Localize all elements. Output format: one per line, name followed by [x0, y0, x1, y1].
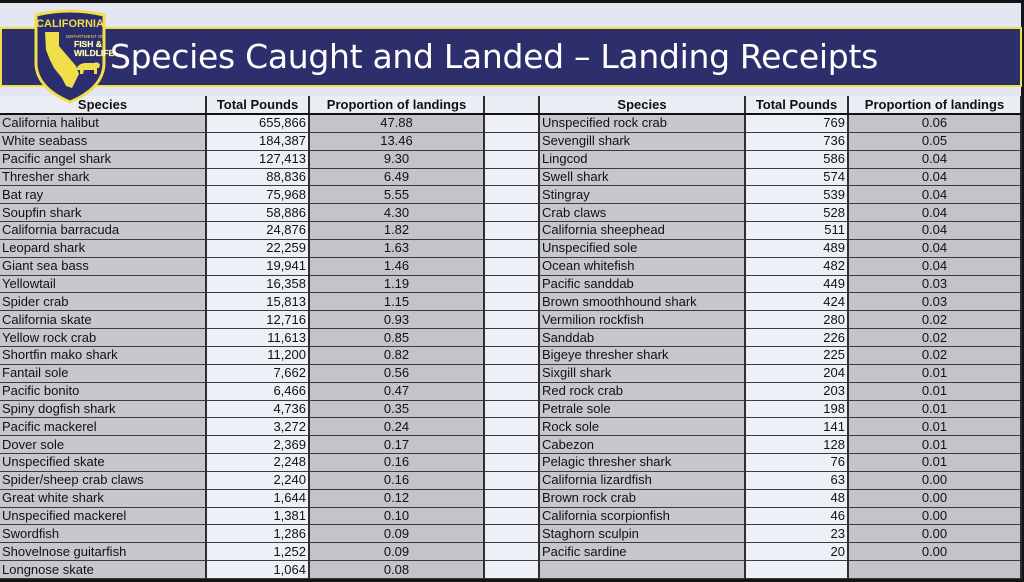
proportion-cell: 0.04	[848, 239, 1021, 257]
spacer-cell	[484, 150, 539, 168]
species-cell: Soupfin shark	[0, 204, 206, 222]
species-cell: California skate	[0, 311, 206, 329]
spacer-cell	[484, 543, 539, 561]
species-cell: Vermilion rockfish	[539, 311, 745, 329]
species-cell: Spider/sheep crab claws	[0, 471, 206, 489]
species-cell: Pacific mackerel	[0, 418, 206, 436]
pounds-cell: 2,248	[206, 454, 309, 472]
species-cell: Giant sea bass	[0, 257, 206, 275]
spacer-cell	[484, 239, 539, 257]
proportion-cell: 0.04	[848, 168, 1021, 186]
table-row	[0, 168, 1021, 186]
proportion-cell: 1.15	[309, 293, 484, 311]
table-row	[0, 436, 1021, 454]
pounds-cell: 7,662	[206, 364, 309, 382]
pounds-cell: 4,736	[206, 400, 309, 418]
proportion-cell: 0.56	[309, 364, 484, 382]
species-cell: Pacific sanddab	[539, 275, 745, 293]
table-row	[0, 257, 1021, 275]
spacer-cell	[484, 257, 539, 275]
species-cell: Lingcod	[539, 150, 745, 168]
proportion-cell: 0.08	[309, 561, 484, 579]
pounds-cell: 539	[745, 186, 848, 204]
pounds-cell: 12,716	[206, 311, 309, 329]
pounds-cell: 1,644	[206, 489, 309, 507]
pounds-cell: 75,968	[206, 186, 309, 204]
pounds-cell: 16,358	[206, 275, 309, 293]
species-cell: Swordfish	[0, 525, 206, 543]
species-cell: Crab claws	[539, 204, 745, 222]
species-cell: Shortfin mako shark	[0, 346, 206, 364]
species-cell: Red rock crab	[539, 382, 745, 400]
species-cell: Leopard shark	[0, 239, 206, 257]
spacer-cell	[484, 489, 539, 507]
pounds-cell: 511	[745, 222, 848, 240]
logo-fish-text: FISH &	[74, 39, 102, 49]
pounds-cell: 204	[745, 364, 848, 382]
header-pounds-left: Total Pounds	[206, 96, 309, 114]
species-cell: Thresher shark	[0, 168, 206, 186]
proportion-cell: 1.63	[309, 239, 484, 257]
proportion-cell: 0.00	[848, 507, 1021, 525]
proportion-cell: 9.30	[309, 150, 484, 168]
proportion-cell: 0.03	[848, 293, 1021, 311]
header-pounds-right: Total Pounds	[745, 96, 848, 114]
pounds-cell: 280	[745, 311, 848, 329]
species-cell: Stingray	[539, 186, 745, 204]
table-row	[0, 346, 1021, 364]
pounds-cell: 46	[745, 507, 848, 525]
proportion-cell: 0.82	[309, 346, 484, 364]
table-row	[0, 543, 1021, 561]
proportion-cell: 0.01	[848, 418, 1021, 436]
species-cell: Great white shark	[0, 489, 206, 507]
species-cell: Pacific bonito	[0, 382, 206, 400]
species-cell: Bigeye thresher shark	[539, 346, 745, 364]
species-cell: Staghorn sculpin	[539, 525, 745, 543]
species-cell: Fantail sole	[0, 364, 206, 382]
pounds-cell: 128	[745, 436, 848, 454]
table-row	[0, 311, 1021, 329]
proportion-cell: 6.49	[309, 168, 484, 186]
pounds-cell: 63	[745, 471, 848, 489]
proportion-cell: 0.06	[848, 114, 1021, 132]
species-cell: Unspecified skate	[0, 454, 206, 472]
pounds-cell	[745, 561, 848, 579]
header-proportion-left: Proportion of landings	[309, 96, 484, 114]
pounds-cell: 11,613	[206, 329, 309, 347]
species-cell: White seabass	[0, 132, 206, 150]
species-cell: Ocean whitefish	[539, 257, 745, 275]
spacer-cell	[484, 471, 539, 489]
spacer-cell	[484, 186, 539, 204]
slide	[0, 3, 1021, 578]
logo-california-text: CALIFORNIA	[36, 18, 104, 30]
proportion-cell: 0.10	[309, 507, 484, 525]
proportion-cell: 0.00	[848, 525, 1021, 543]
proportion-cell: 0.16	[309, 471, 484, 489]
species-cell: Unspecified sole	[539, 239, 745, 257]
proportion-cell: 47.88	[309, 114, 484, 132]
table-row	[0, 150, 1021, 168]
proportion-cell: 0.01	[848, 400, 1021, 418]
proportion-cell: 0.00	[848, 471, 1021, 489]
proportion-cell: 5.55	[309, 186, 484, 204]
proportion-cell: 0.09	[309, 543, 484, 561]
table-row	[0, 400, 1021, 418]
header-spacer	[484, 96, 539, 114]
cdfw-logo-icon	[32, 8, 115, 104]
pounds-cell: 2,240	[206, 471, 309, 489]
pounds-cell: 24,876	[206, 222, 309, 240]
pounds-cell: 127,413	[206, 150, 309, 168]
species-cell: Shovelnose guitarfish	[0, 543, 206, 561]
species-cell: Sevengill shark	[539, 132, 745, 150]
table-row	[0, 507, 1021, 525]
species-cell: California lizardfish	[539, 471, 745, 489]
proportion-cell: 0.93	[309, 311, 484, 329]
pounds-cell: 1,064	[206, 561, 309, 579]
species-cell: Swell shark	[539, 168, 745, 186]
species-cell: Sixgill shark	[539, 364, 745, 382]
table-row	[0, 222, 1021, 240]
spacer-cell	[484, 507, 539, 525]
proportion-cell: 0.85	[309, 329, 484, 347]
proportion-cell: 0.05	[848, 132, 1021, 150]
table-row	[0, 525, 1021, 543]
table-body	[0, 114, 1021, 578]
header-species-right: Species	[539, 96, 745, 114]
proportion-cell: 0.47	[309, 382, 484, 400]
pounds-cell: 58,886	[206, 204, 309, 222]
spacer-cell	[484, 311, 539, 329]
table-row	[0, 329, 1021, 347]
table-row	[0, 364, 1021, 382]
proportion-cell: 0.01	[848, 382, 1021, 400]
spacer-cell	[484, 329, 539, 347]
logo-dept-text: DEPARTMENT OF	[65, 34, 105, 39]
landings-table	[0, 96, 1022, 579]
table-header-row	[0, 96, 1021, 114]
pounds-cell: 6,466	[206, 382, 309, 400]
proportion-cell: 1.46	[309, 257, 484, 275]
spacer-cell	[484, 132, 539, 150]
pounds-cell: 1,381	[206, 507, 309, 525]
species-cell: Brown smoothhound shark	[539, 293, 745, 311]
proportion-cell: 1.19	[309, 275, 484, 293]
table-row	[0, 114, 1021, 132]
proportion-cell: 0.00	[848, 543, 1021, 561]
pounds-cell: 2,369	[206, 436, 309, 454]
species-cell: Yellow rock crab	[0, 329, 206, 347]
table-row	[0, 293, 1021, 311]
pounds-cell: 528	[745, 204, 848, 222]
pounds-cell: 655,866	[206, 114, 309, 132]
species-cell: Spiny dogfish shark	[0, 400, 206, 418]
proportion-cell: 0.01	[848, 436, 1021, 454]
pounds-cell: 424	[745, 293, 848, 311]
table-row	[0, 132, 1021, 150]
pounds-cell: 184,387	[206, 132, 309, 150]
proportion-cell: 0.09	[309, 525, 484, 543]
spacer-cell	[484, 400, 539, 418]
proportion-cell: 0.04	[848, 257, 1021, 275]
species-cell: Brown rock crab	[539, 489, 745, 507]
species-cell: California scorpionfish	[539, 507, 745, 525]
proportion-cell: 1.82	[309, 222, 484, 240]
species-cell: Dover sole	[0, 436, 206, 454]
species-cell: Pacific angel shark	[0, 150, 206, 168]
proportion-cell: 0.02	[848, 329, 1021, 347]
pounds-cell: 198	[745, 400, 848, 418]
species-cell: Bat ray	[0, 186, 206, 204]
species-cell: Unspecified rock crab	[539, 114, 745, 132]
spacer-cell	[484, 346, 539, 364]
species-cell: Rock sole	[539, 418, 745, 436]
header-species-left: Species	[0, 96, 206, 114]
pounds-cell: 1,286	[206, 525, 309, 543]
pounds-cell: 19,941	[206, 257, 309, 275]
table-row	[0, 382, 1021, 400]
pounds-cell: 225	[745, 346, 848, 364]
pounds-cell: 489	[745, 239, 848, 257]
species-cell: Yellowtail	[0, 275, 206, 293]
pounds-cell: 23	[745, 525, 848, 543]
spacer-cell	[484, 418, 539, 436]
species-cell: California sheephead	[539, 222, 745, 240]
slide-title: Species Caught and Landed – Landing Receipts	[110, 37, 878, 76]
spacer-cell	[484, 114, 539, 132]
table-row	[0, 471, 1021, 489]
proportion-cell: 0.02	[848, 346, 1021, 364]
species-cell: Unspecified mackerel	[0, 507, 206, 525]
species-cell: California barracuda	[0, 222, 206, 240]
proportion-cell: 0.00	[848, 489, 1021, 507]
pounds-cell: 203	[745, 382, 848, 400]
spacer-cell	[484, 275, 539, 293]
pounds-cell: 574	[745, 168, 848, 186]
species-cell: Sanddab	[539, 329, 745, 347]
pounds-cell: 88,836	[206, 168, 309, 186]
spacer-cell	[484, 222, 539, 240]
pounds-cell: 48	[745, 489, 848, 507]
pounds-cell: 449	[745, 275, 848, 293]
spacer-cell	[484, 382, 539, 400]
spacer-cell	[484, 561, 539, 579]
spacer-cell	[484, 525, 539, 543]
proportion-cell: 13.46	[309, 132, 484, 150]
proportion-cell: 0.01	[848, 454, 1021, 472]
pounds-cell: 736	[745, 132, 848, 150]
proportion-cell: 0.02	[848, 311, 1021, 329]
table-row	[0, 489, 1021, 507]
pounds-cell: 1,252	[206, 543, 309, 561]
spacer-cell	[484, 293, 539, 311]
proportion-cell	[848, 561, 1021, 579]
pounds-cell: 11,200	[206, 346, 309, 364]
pounds-cell: 3,272	[206, 418, 309, 436]
proportion-cell: 0.12	[309, 489, 484, 507]
pounds-cell: 586	[745, 150, 848, 168]
species-cell	[539, 561, 745, 579]
species-cell: Spider crab	[0, 293, 206, 311]
pounds-cell: 22,259	[206, 239, 309, 257]
pounds-cell: 15,813	[206, 293, 309, 311]
pounds-cell: 141	[745, 418, 848, 436]
species-cell: Pacific sardine	[539, 543, 745, 561]
pounds-cell: 76	[745, 454, 848, 472]
proportion-cell: 0.24	[309, 418, 484, 436]
species-cell: Pelagic thresher shark	[539, 454, 745, 472]
pounds-cell: 20	[745, 543, 848, 561]
proportion-cell: 0.17	[309, 436, 484, 454]
species-cell: Cabezon	[539, 436, 745, 454]
table-row	[0, 204, 1021, 222]
proportion-cell: 0.04	[848, 150, 1021, 168]
table-row	[0, 239, 1021, 257]
spacer-cell	[484, 364, 539, 382]
table-row	[0, 418, 1021, 436]
proportion-cell: 0.04	[848, 204, 1021, 222]
proportion-cell: 0.04	[848, 222, 1021, 240]
spacer-cell	[484, 168, 539, 186]
spacer-cell	[484, 454, 539, 472]
table-row	[0, 561, 1021, 579]
spacer-cell	[484, 436, 539, 454]
proportion-cell: 0.16	[309, 454, 484, 472]
species-cell: Longnose skate	[0, 561, 206, 579]
table-row	[0, 454, 1021, 472]
proportion-cell: 0.04	[848, 186, 1021, 204]
table-row	[0, 275, 1021, 293]
header-proportion-right: Proportion of landings	[848, 96, 1021, 114]
species-cell: California halibut	[0, 114, 206, 132]
spacer-cell	[484, 204, 539, 222]
proportion-cell: 0.35	[309, 400, 484, 418]
proportion-cell: 0.03	[848, 275, 1021, 293]
table-row	[0, 186, 1021, 204]
proportion-cell: 4.30	[309, 204, 484, 222]
logo-wildlife-text: WILDLIFE	[74, 48, 115, 58]
pounds-cell: 769	[745, 114, 848, 132]
species-cell: Petrale sole	[539, 400, 745, 418]
pounds-cell: 482	[745, 257, 848, 275]
pounds-cell: 226	[745, 329, 848, 347]
proportion-cell: 0.01	[848, 364, 1021, 382]
